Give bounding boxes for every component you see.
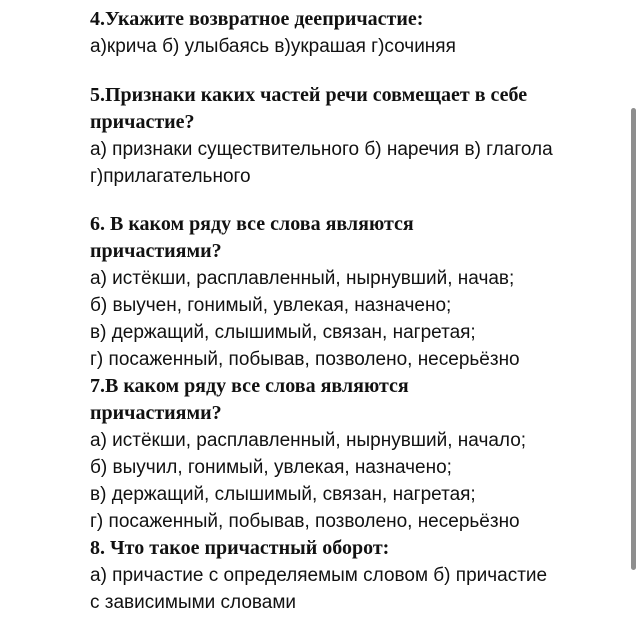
question-7-option-d: г) посаженный, побывав, позволено, несерьёзно [90,511,520,532]
question-7-option-c: в) держащий, слышимый, связан, нагретая; [90,484,476,505]
question-4-title: 4.Укажите возвратное деепричастие: [90,8,424,30]
question-4-answers: а)крича б) улыбаясь в)украшая г)сочиняя [90,36,456,57]
question-5 [90,82,553,190]
question-7-option-b: б) выучил, гонимый, увлекая, назначено; [90,457,452,478]
question-7-title-cont: причастиями? [90,402,222,424]
question-6-option-b: б) выучен, гонимый, увлекая, назначено; [90,295,452,316]
question-6-option-c: в) держащий, слышимый, связан, нагретая; [90,322,476,343]
question-7 [90,373,526,535]
question-5-answers-cont: г)прилагательного [90,166,251,187]
question-5-title-cont: причастие? [90,111,195,133]
scrollbar[interactable] [631,108,636,570]
question-6-title-cont: причастиями? [90,240,222,262]
question-8-title: 8. Что такое причастный оборот: [90,537,390,559]
question-5-answers: а) признаки существительного б) наречия в) глагола [90,139,553,160]
question-4 [90,6,456,60]
question-6-option-a: а) истёкши, расплавленный, нырнувший, начав; [90,268,515,289]
question-8-answers-cont: с зависимыми словами [90,592,297,613]
question-6-option-d: г) посаженный, побывав, позволено, несерьёзно [90,349,520,370]
question-6-title: 6. В каком ряду все слова являются [90,213,414,235]
question-8-answers: а) причастие с определяемым словом б) причастие [90,565,548,586]
question-7-option-a: а) истёкши, расплавленный, нырнувший, начало; [90,430,527,451]
question-6 [90,211,520,373]
question-7-title: 7.В каком ряду все слова являются [90,375,409,397]
question-8 [90,535,547,616]
question-5-title: 5.Признаки каких частей речи совмещает в себе [90,84,528,106]
